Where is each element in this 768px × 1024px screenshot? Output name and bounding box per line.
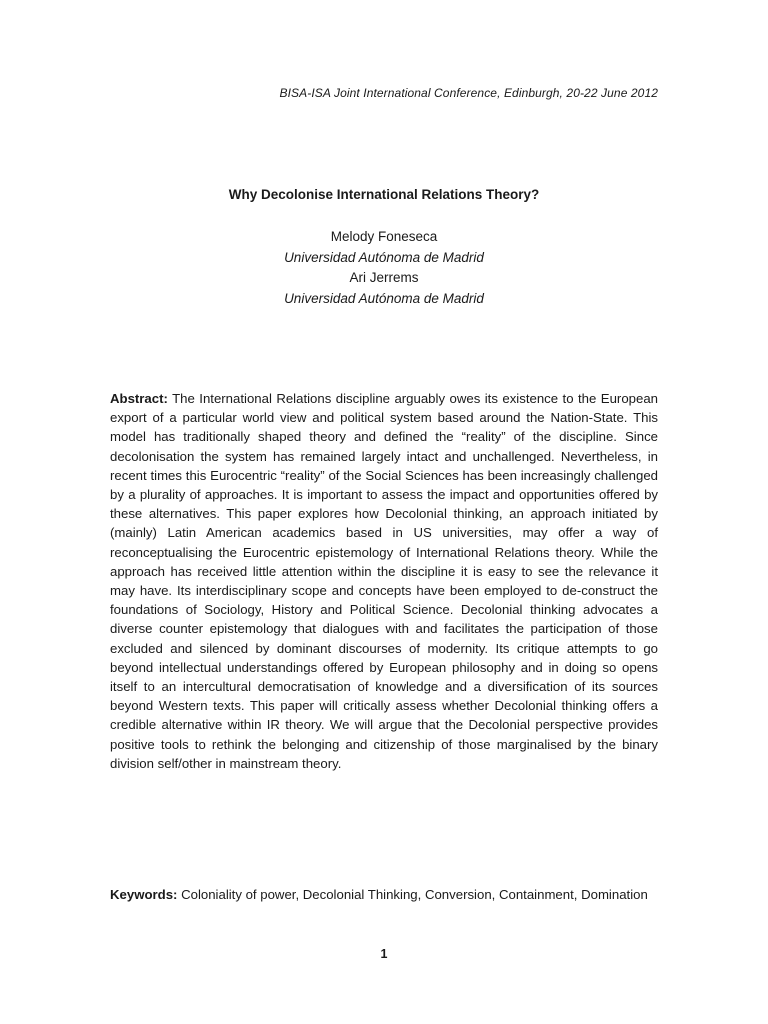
abstract-text: The International Relations discipline arguably owes its existence to the European export of a particular world view and political system based around the Nation-State. This model has traditionally shaped theory and defined the “reality” of the discipline. Since decolonisation the system has remained largely intact and unchallenged. Nevertheless, in recent times this Eurocentric “reality” of the Social Sciences has been increasingly challenged by a plurality of approaches. It is important to assess the impact and opportunities offered by these alternatives. This paper explores how Decolonial thinking, an approach initiated by (mainly) Latin American academics based in US universities, may offer a way of reconceptualising the Eurocentric epistemology of International Relations theory. While the approach has received little attention within the discipline it is easy to see the relevance it may have. Its interdisciplinary scope and concepts have been employed to de-construct the foundations of Sociology, History and Political Science. Decolonial thinking advocates a diverse counter epistemology that dialogues with and facilitates the participation of those excluded and silenced by dominant discourses of modernity. Its critique attempts to go beyond intellectual understandings offered by European philosophy and in doing so opens itself to an intercultural democratisation of knowledge and a diversification of its sources beyond Western texts. This paper will critically assess whether Decolonial thinking offers a credible alternative within IR theory. We will argue that the Decolonial perspective provides positive tools to rethink the belonging and citizenship of those marginalised by the binary division self/other in mainstream theory. xyxy=(110,391,658,771)
page-number: 1 xyxy=(380,947,388,961)
author-affiliation: Universidad Autónoma de Madrid xyxy=(284,249,484,265)
conference-header: BISA-ISA Joint International Conference, Edinburgh, 20-22 June 2012 xyxy=(279,86,658,100)
abstract-label: Abstract: xyxy=(110,391,168,406)
keywords-text: Coloniality of power, Decolonial Thinking, Conversion, Containment, Domination xyxy=(181,887,648,902)
keywords-paragraph xyxy=(110,884,658,905)
paper-title: Why Decolonise International Relations Theory? xyxy=(228,187,540,202)
author-name: Melody Foneseca xyxy=(330,229,438,244)
author-block xyxy=(0,227,768,309)
abstract-paragraph xyxy=(110,389,658,773)
author-name: Ari Jerrems xyxy=(349,270,419,285)
keywords-label: Keywords: xyxy=(110,887,178,902)
author-affiliation: Universidad Autónoma de Madrid xyxy=(284,290,484,306)
